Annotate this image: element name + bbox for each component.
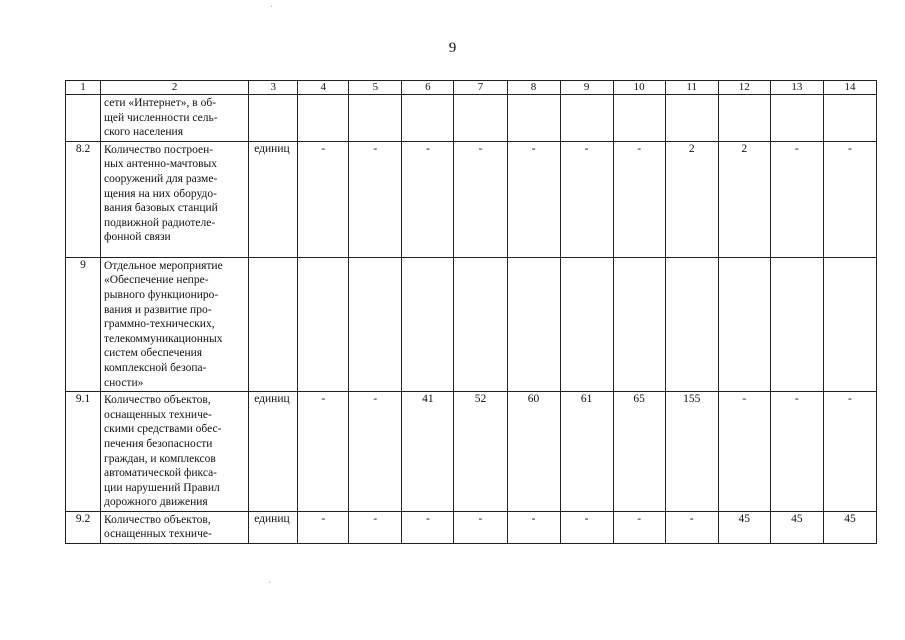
value-cell — [402, 95, 454, 142]
scan-speck: ˈ — [268, 580, 271, 590]
value-cell: - — [349, 511, 402, 543]
description-line: сети «Интернет», в об- — [104, 97, 217, 109]
description-line: сооружений для разме- — [104, 172, 218, 185]
row-number: 8.2 — [66, 141, 101, 257]
table-row — [66, 392, 877, 512]
description-line: щей численности сель- — [104, 111, 218, 124]
value-cell — [613, 257, 665, 391]
unit-cell: единиц — [249, 392, 298, 512]
value-cell — [454, 95, 507, 142]
value-cell: 45 — [770, 511, 823, 543]
description-line: комплексной безопа- — [104, 361, 207, 374]
description-line: граждан, и комплексов — [104, 452, 216, 465]
description-line: автоматической фикса- — [104, 467, 218, 480]
value-cell: 65 — [613, 392, 665, 512]
indicator-description — [101, 141, 249, 257]
value-cell — [770, 257, 823, 391]
value-cell: 61 — [560, 392, 613, 512]
value-cell: - — [613, 141, 665, 257]
value-cell: - — [770, 392, 823, 512]
description-line: щения на них оборудо- — [104, 187, 217, 200]
description-line: ных антенно-мачтовых — [104, 158, 217, 171]
value-cell: - — [349, 141, 402, 257]
description-line: ции нарушений Правил — [104, 481, 220, 494]
description-line: подвижной радиотеле- — [104, 216, 216, 229]
value-cell: - — [718, 392, 770, 512]
value-cell: 155 — [665, 392, 718, 512]
row-number: 9.2 — [66, 511, 101, 543]
unit-cell — [249, 257, 298, 391]
value-cell: - — [298, 141, 349, 257]
value-cell — [560, 95, 613, 142]
description-line: дорожного движения — [104, 496, 208, 509]
column-header: 10 — [613, 81, 665, 95]
description-line: Отдельное мероприятие — [104, 259, 223, 272]
value-cell: 41 — [402, 392, 454, 512]
indicators-table — [65, 80, 877, 544]
unit-cell: единиц — [249, 511, 298, 543]
description-line: систем обеспечения — [104, 347, 203, 360]
value-cell: - — [298, 511, 349, 543]
indicator-description — [101, 511, 249, 543]
value-cell: - — [454, 511, 507, 543]
value-cell — [349, 95, 402, 142]
value-cell: 45 — [718, 511, 770, 543]
value-cell — [823, 95, 876, 142]
indicator-description — [101, 95, 249, 142]
value-cell: - — [507, 511, 560, 543]
value-cell — [507, 257, 560, 391]
description-line: оснащенных техниче- — [104, 528, 212, 541]
value-cell: 45 — [823, 511, 876, 543]
value-cell: - — [454, 141, 507, 257]
row-number — [66, 95, 101, 142]
value-cell — [665, 257, 718, 391]
value-cell: - — [823, 392, 876, 512]
description-line: ского населения — [104, 126, 183, 139]
value-cell — [507, 95, 560, 142]
value-cell — [454, 257, 507, 391]
value-cell — [613, 95, 665, 142]
column-header: 12 — [718, 81, 770, 95]
value-cell: - — [298, 392, 349, 512]
page-number: 9 — [448, 40, 457, 56]
value-cell: - — [770, 141, 823, 257]
unit-cell: единиц — [249, 141, 298, 257]
table-row — [66, 257, 877, 391]
description-line: печения безопасности — [104, 437, 213, 450]
unit-cell — [249, 95, 298, 142]
row-number: 9.1 — [66, 392, 101, 512]
description-line: Количество объектов, — [104, 394, 211, 407]
value-cell — [298, 95, 349, 142]
value-cell: - — [402, 141, 454, 257]
column-header: 6 — [402, 81, 454, 95]
column-header: 7 — [454, 81, 507, 95]
value-cell: 2 — [665, 141, 718, 257]
table-row — [66, 95, 877, 142]
value-cell — [718, 257, 770, 391]
description-line: Количество объектов, — [104, 513, 211, 526]
value-cell — [298, 257, 349, 391]
description-line: рывного функциониро- — [104, 288, 219, 301]
indicator-description — [101, 392, 249, 512]
column-header: 13 — [770, 81, 823, 95]
row-number: 9 — [66, 257, 101, 391]
value-cell — [349, 257, 402, 391]
value-cell — [402, 257, 454, 391]
value-cell: 60 — [507, 392, 560, 512]
value-cell — [560, 257, 613, 391]
value-cell: 52 — [454, 392, 507, 512]
value-cell: - — [402, 511, 454, 543]
table-row — [66, 141, 877, 257]
description-line: фонной связи — [104, 231, 171, 244]
table-row — [66, 511, 877, 543]
column-header: 14 — [823, 81, 876, 95]
description-line: сности» — [104, 376, 144, 389]
value-cell: - — [823, 141, 876, 257]
value-cell: - — [665, 511, 718, 543]
column-header: 9 — [560, 81, 613, 95]
column-header: 11 — [665, 81, 718, 95]
description-line: скими средствами обес- — [104, 423, 222, 436]
value-cell: - — [507, 141, 560, 257]
value-cell: - — [613, 511, 665, 543]
column-header: 8 — [507, 81, 560, 95]
value-cell: - — [560, 141, 613, 257]
value-cell — [770, 95, 823, 142]
value-cell: 2 — [718, 141, 770, 257]
description-line: вания базовых станций — [104, 202, 218, 215]
column-header: 5 — [349, 81, 402, 95]
value-cell — [665, 95, 718, 142]
description-line: Количество построен- — [104, 143, 214, 156]
description-line: «Обеспечение непре- — [104, 274, 209, 287]
scan-speck: ˈ — [270, 4, 273, 14]
value-cell: - — [560, 511, 613, 543]
description-line: телекоммуникационных — [104, 332, 223, 345]
indicator-description — [101, 257, 249, 391]
column-header: 1 — [66, 81, 101, 95]
value-cell: - — [349, 392, 402, 512]
value-cell — [718, 95, 770, 142]
value-cell — [823, 257, 876, 391]
column-header: 3 — [249, 81, 298, 95]
description-line: вания и развитие про- — [104, 303, 212, 316]
column-number-row — [66, 81, 877, 95]
description-line: граммно-технических, — [104, 318, 215, 331]
column-header: 4 — [298, 81, 349, 95]
column-header: 2 — [101, 81, 249, 95]
description-line: оснащенных техниче- — [104, 408, 212, 421]
